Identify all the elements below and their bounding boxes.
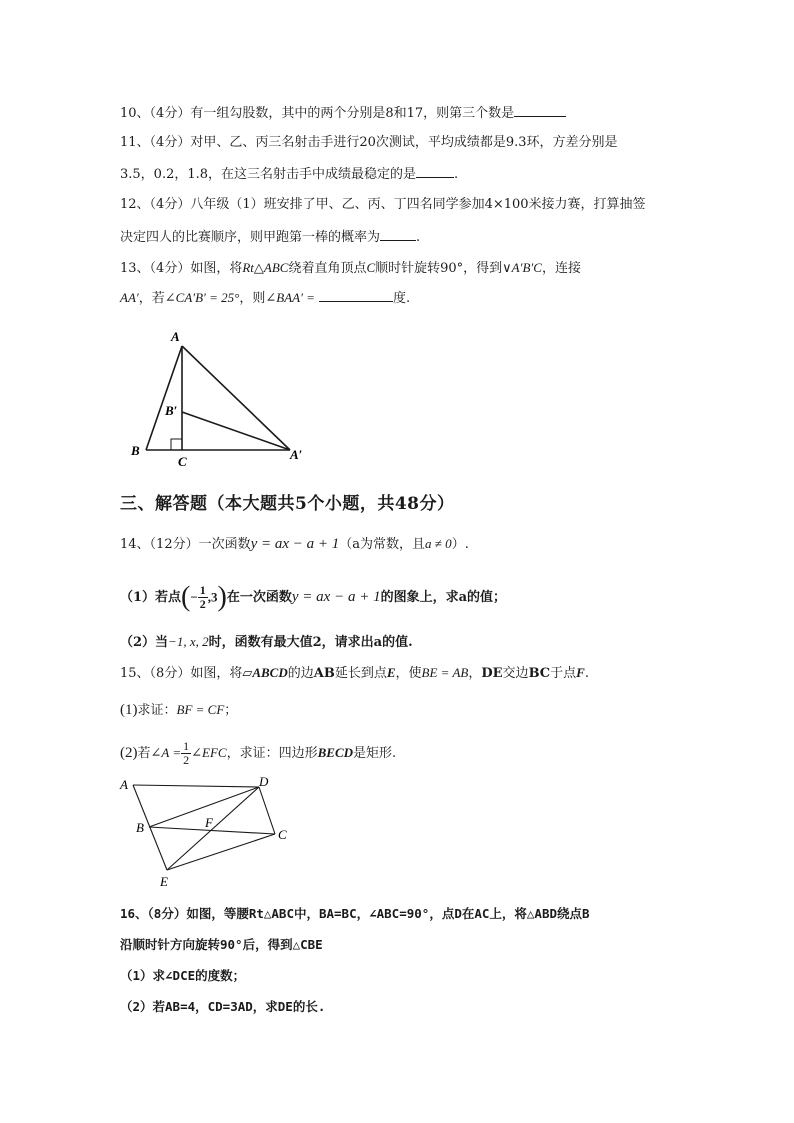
q15-text-c: 延长到点: [334, 666, 387, 681]
q15-segment-ad: [133, 785, 259, 787]
question-14-part2: [120, 633, 413, 652]
question-11-line2: [120, 165, 458, 184]
q13-text-f: ，则: [239, 291, 266, 306]
q13-math-aa: AA′: [120, 290, 139, 305]
q14-left-paren: (: [181, 581, 191, 613]
question-14-part1: [120, 582, 506, 612]
question-12-line1: [120, 196, 646, 214]
q15-segment-bc: [149, 827, 275, 834]
q14-p1-math: y = ax − a + 1: [291, 589, 381, 605]
section-3-title: 三、解答题（本大题共5个小题，共48分）: [120, 494, 455, 514]
question-16-line2: [120, 936, 323, 954]
q15-frac-num: 1: [183, 739, 190, 753]
q16-text-line1: 16、（8分）如图，等腰Rt△ABC中，BA=BC，∠ABC=90°，点D在AC上，将△ABD绕点B: [120, 906, 590, 921]
q14-point-y: ,3: [207, 589, 218, 605]
q13-label-c: C: [178, 454, 187, 469]
q15-text-b: 的边: [287, 666, 314, 681]
q11-text-line1: 11、（4分）对甲、乙、丙三名射击手进行20次测试，平均成绩都是9.3环，方差分别是: [120, 135, 618, 150]
q15-side-ab: AB: [313, 666, 335, 681]
q15-segment-bd: [149, 787, 259, 827]
q13-text-b: 绕着直角顶点: [288, 261, 367, 276]
q13-text-c: 顺时针旋转90°，得到: [375, 261, 503, 276]
q12-tail: .: [416, 230, 421, 245]
q13-label-a: A: [171, 329, 180, 344]
q15-p2-angle-a: ∠A =: [150, 745, 182, 760]
q15-p1-text-b: ；: [224, 703, 238, 718]
q13-text-e: ，若: [138, 291, 165, 306]
q15-segment-ec: [167, 834, 275, 870]
question-16-line1: [120, 905, 590, 923]
q15-math-be-ab: BE = AB: [421, 665, 469, 680]
q15-text-f: 交边: [502, 666, 529, 681]
q11-text-line2: 3.5，0.2，1.8，在这三名射击手中成绩最稳定的是: [120, 167, 417, 182]
q15-p2-angle-efc: ∠EFC: [191, 745, 227, 760]
q12-answer-blank[interactable]: [380, 228, 416, 241]
q10-text: 10、（4分）有一组勾股数，其中的两个分别是8和17，则第三个数是: [120, 106, 515, 121]
q15-point-e: E: [386, 665, 396, 680]
q14-p1-text-a: （1）若点: [120, 590, 182, 605]
q15-p2-quad: BECD: [317, 745, 354, 760]
q15-fraction: [181, 740, 191, 767]
q15-p1-number: (1): [120, 702, 138, 718]
q13-math-c: C: [366, 260, 376, 275]
q14-p1-text-c: 的图象上，求a的值；: [380, 590, 507, 605]
q11-tail: .: [454, 167, 459, 182]
q13-segment-aa1: [182, 346, 290, 450]
question-16-part2: [120, 998, 325, 1016]
q14-text-a: 14、（12分）一次函数: [120, 537, 251, 552]
q15-line-de: DE: [481, 666, 503, 681]
question-13-line1: [120, 259, 581, 278]
q13-label-a-prime: A′: [290, 447, 303, 462]
q15-p1-text-a: 求证：: [137, 703, 177, 718]
q15-text-h: .: [584, 666, 589, 681]
q15-label-e: E: [160, 874, 168, 889]
q15-text-d: ，使: [395, 666, 422, 681]
q15-label-f: F: [205, 815, 213, 830]
question-13-line2: [120, 289, 410, 308]
q15-text-g: 于点: [550, 666, 577, 681]
q13-right-angle-mark: [171, 439, 182, 450]
q13-label-b: B: [131, 443, 140, 458]
q14-p1-text-b: 在一次函数: [226, 590, 292, 605]
q13-math-angle-baa: ∠BAA′ =: [265, 290, 315, 305]
q13-segment-ab: [146, 346, 182, 450]
q14-fraction: [198, 584, 208, 611]
q14-p2-math: −1, x, 2: [168, 634, 209, 649]
question-11-line1: [120, 134, 618, 152]
q15-text-a: 15、（8分）如图，将: [120, 666, 243, 681]
q12-text-line1: 12、（4分）八年级（1）班安排了甲、乙、丙、丁四名同学参加4×100米接力赛，打算抽签: [120, 197, 646, 212]
question-15-part2: [120, 737, 396, 769]
question-10: [120, 104, 566, 123]
q15-segment-dc: [259, 787, 275, 834]
q15-segment-ed: [167, 787, 259, 870]
q15-label-a: A: [120, 777, 128, 792]
q12-text-line2: 决定四人的比赛顺序，则甲跑第一棒的概率为: [120, 230, 381, 245]
q14-p2-text-a: （2）当: [120, 635, 169, 650]
q15-point-f: F: [576, 665, 585, 680]
q13-math-triangle: ∨A′B′C: [502, 260, 542, 275]
q14-text-b: （a为常数，且: [339, 537, 426, 552]
q15-p2-text-b: ，求证：四边形: [226, 746, 318, 761]
q13-math-rt-abc: Rt△ABC: [242, 260, 289, 275]
q15-p2-text-c: 是矩形.: [353, 746, 397, 761]
q15-label-c: C: [278, 827, 287, 842]
q15-segment-ae: [133, 785, 167, 870]
q13-text-d: ，连接: [541, 261, 581, 276]
q15-frac-den: 2: [183, 753, 190, 767]
q15-text-e: ，: [468, 666, 482, 681]
q14-text-c: ）.: [451, 537, 469, 552]
q14-minus-sign: −: [190, 589, 198, 605]
q14-frac-num: 1: [199, 583, 206, 597]
q14-math-a-nonzero: a ≠ 0: [425, 536, 452, 551]
q10-answer-blank[interactable]: [514, 104, 566, 117]
question-16-part1: [120, 967, 245, 985]
q13-text-a: 13、（4分）如图，将: [120, 261, 243, 276]
q15-p2-text-a: 若: [137, 746, 151, 761]
q13-label-b-prime: B′: [165, 403, 178, 418]
q13-tail: 度.: [392, 291, 411, 306]
q13-segment-b1a1: [182, 412, 290, 450]
q15-p1-math: BF = CF: [176, 702, 225, 717]
q11-answer-blank[interactable]: [416, 165, 454, 178]
q14-right-paren: ): [217, 581, 227, 613]
q14-p2-text-b: 时，函数有最大值2，请求出a的值.: [208, 635, 413, 650]
q16-p2-text: （2）若AB=4，CD=3AD，求DE的长.: [120, 999, 326, 1014]
q14-frac-den: 2: [199, 597, 206, 611]
q14-math-function: y = ax − a + 1: [250, 536, 340, 552]
q15-label-b: B: [136, 820, 144, 835]
question-14-stem: [120, 535, 469, 554]
question-15-stem: [120, 664, 589, 683]
q15-label-d: D: [259, 774, 269, 789]
question-12-line2: [120, 228, 420, 247]
question-15-part1: [120, 701, 237, 720]
q15-parallelogram: ▱ABCD: [242, 665, 288, 680]
q16-text-line2: 沿顺时针方向旋转90°后，得到△CBE: [120, 937, 323, 952]
q15-side-bc: BC: [528, 666, 551, 681]
q13-math-angle-ca: ∠CA′B′ = 25°: [164, 290, 240, 305]
q15-p2-number: (2): [120, 745, 138, 761]
q16-p1-text: （1）求∠DCE的度数；: [120, 968, 246, 983]
q13-answer-blank[interactable]: [319, 289, 393, 302]
